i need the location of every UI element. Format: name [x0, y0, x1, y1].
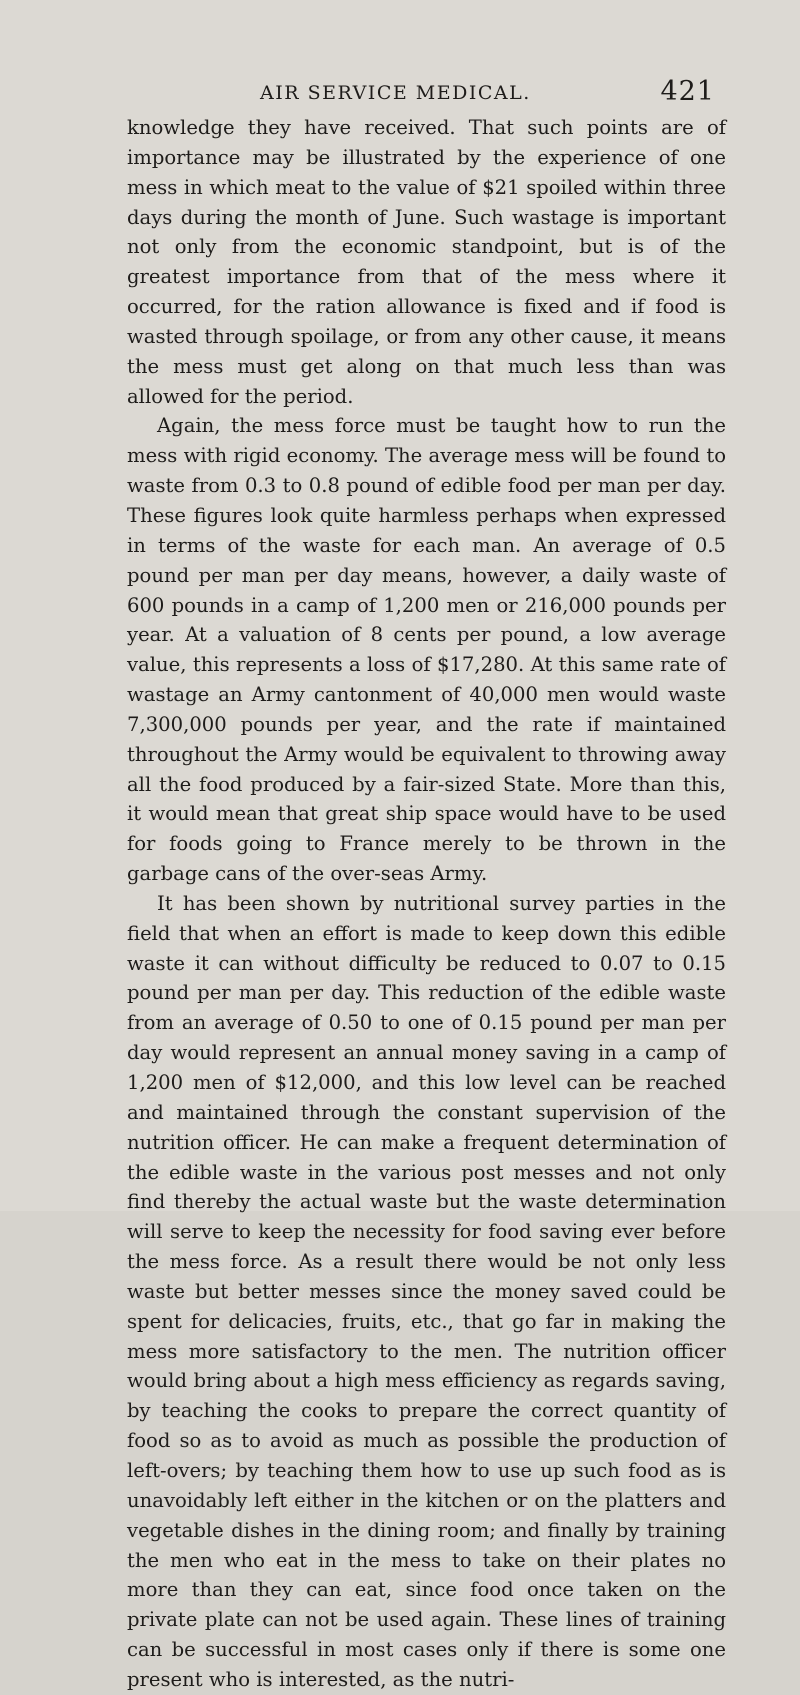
running-head: AIR SERVICE MEDICAL.: [260, 82, 531, 104]
body-text: [127, 113, 726, 1695]
paragraph-3: It has been shown by nutritional survey parties in the field that when an effort is made to keep down this edible waste it can without difficulty be reduced to 0.07 to 0.15 pound per man per day. This reduction of the edible waste from an average of 0.50 to one of 0.15 pound per man per day would represent an annual money saving in a camp of 1,200 men of $12,000, and this low level can be reached and maintained through the constant supervision of the nutrition officer. He can make a frequent determination of the edible waste in the various post messes and not only find thereby the actual waste but the waste determination will serve to keep the necessity for food saving ever before the mess force. As a result there would be not only less waste but better messes since the money saved could be spent for delicacies, fruits, etc., that go far in making the mess more satisfactory to the men. The nutrition officer would bring about a high mess efficiency as regards saving, by teaching the cooks to prepare the correct quantity of food so as to avoid as much as possible the production of left-overs; by teaching them how to use up such food as is unavoidably left either in the kitchen or on the platters and vegetable dishes in the dining room; and finally by training the men who eat in the mess to take on their plates no more than they can eat, since food once taken on the private plate can not be used again. These lines of training can be successful in most cases only if there is some one present who is interested, as the nutri-: [127, 891, 726, 1691]
paragraph-1: knowledge they have received. That such points are of importance may be illustrated by the experience of one mess in which meat to the value of $21 spoiled within three days during the month of June. Such wastage is important not only from the economic standpoint, but is of the greatest importance from that of the mess where it occurred, for the ration allowance is fixed and if food is wasted through spoilage, or from any other cause, it means the mess must get along on that much less than was allowed for the period.: [127, 116, 726, 408]
page-number: 421: [660, 76, 715, 107]
page-header: [130, 70, 715, 110]
paragraph-2: Again, the mess force must be taught how to run the mess with rigid economy. The average mess will be found to waste from 0.3 to 0.8 pound of edible food per man per day. These figures look quite harmless perhaps when expressed in terms of the waste for each man. An average of 0.5 pound per man per day means, however, a daily waste of 600 pounds in a camp of 1,200 men or 216,000 pounds per year. At a valuation of 8 cents per pound, a low average value, this represents a loss of $17,280. At this same rate of wastage an Army cantonment of 40,000 men would waste 7,300,000 pounds per year, and the rate if maintained throughout the Army would be equivalent to throwing away all the food produced by a fair-sized State. More than this, it would mean that great ship space would have to be used for foods going to France merely to be thrown in the garbage cans of the over-seas Army.: [127, 414, 726, 886]
